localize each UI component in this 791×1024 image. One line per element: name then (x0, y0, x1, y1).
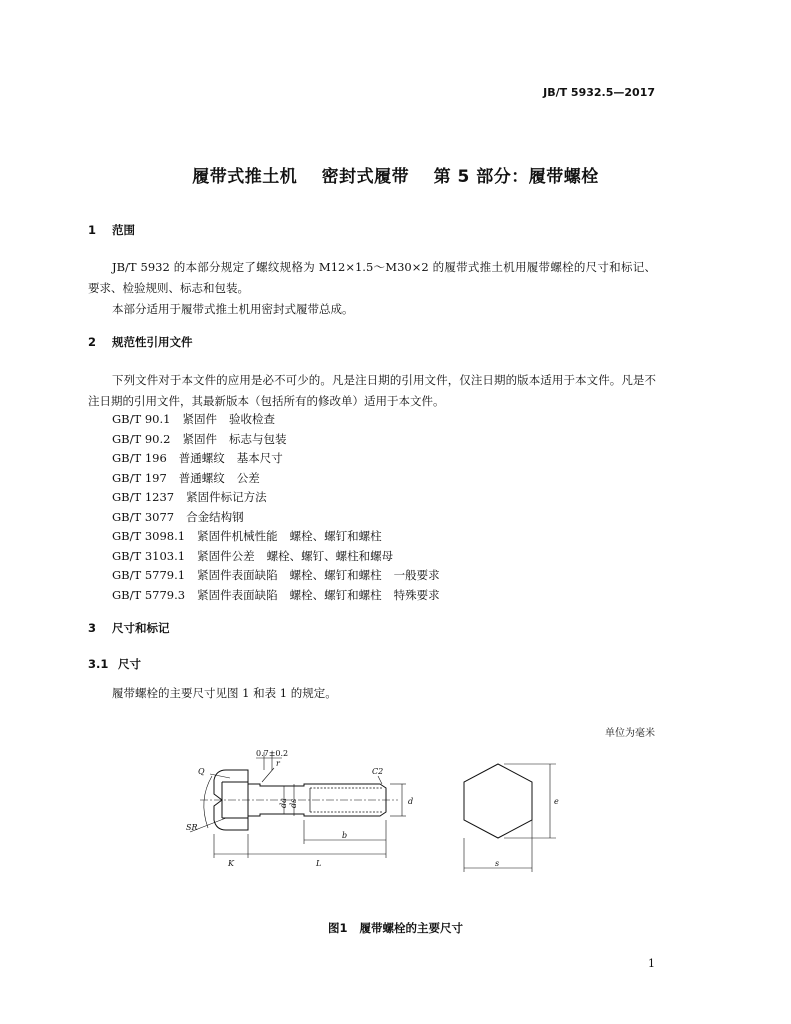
page-number: 1 (648, 957, 655, 970)
normative-references-list (112, 410, 440, 605)
label-r: r (276, 759, 280, 768)
document-title (0, 162, 791, 187)
reference-title: 紧固件 验收检查 (182, 412, 275, 426)
reference-title: 合金结构钢 (186, 509, 244, 524)
section-2-heading: 2 规范性引用文件 (88, 335, 193, 349)
title-part-3: 第 5 部分：履带螺栓 (433, 167, 599, 187)
figure-caption: 图1 履带螺栓的主要尺寸 (327, 921, 463, 935)
reference-item (112, 586, 440, 606)
reference-code: GB/T 196 (112, 451, 167, 465)
section-3-1-heading: 3.1 尺寸 (88, 657, 141, 671)
reference-title: 普通螺纹 基本尺寸 (178, 451, 283, 465)
section-1-paragraph-2: 本部分适用于履带式推土机用密封式履带总成。 (112, 302, 354, 316)
reference-item (112, 410, 440, 430)
reference-item (112, 488, 440, 508)
label-Q: Q (198, 767, 205, 776)
reference-title: 紧固件表面缺陷 螺栓、螺钉和螺柱 特殊要求 (197, 587, 440, 602)
section-3-1-paragraph: 履带螺栓的主要尺寸见图 1 和表 1 的规定。 (112, 686, 337, 700)
reference-code: GB/T 1237 (112, 490, 175, 504)
reference-item (112, 547, 440, 567)
label-SR: SR (186, 823, 198, 832)
label-ds: ds (289, 798, 298, 808)
label-s: s (495, 859, 500, 868)
reference-code: GB/T 5779.3 (112, 587, 186, 602)
reference-item (112, 469, 440, 489)
unit-note: 单位为毫米 (605, 728, 655, 739)
reference-code: GB/T 3098.1 (112, 529, 186, 543)
reference-title: 紧固件 标志与包装 (182, 431, 287, 446)
label-L: L (316, 859, 322, 868)
reference-item (112, 449, 440, 469)
hexagon-view (464, 764, 532, 838)
label-C2: C2 (372, 767, 384, 776)
label-tolerance: 0.7±0.2 (256, 749, 289, 758)
label-e: e (554, 797, 559, 806)
reference-title: 紧固件机械性能 螺栓、螺钉和螺柱 (197, 529, 382, 543)
section-2-paragraph-1: 下列文件对于本文件的应用是必不可少的。凡是注日期的引用文件，仅注日期的版本适用于本文件。凡是不注日期的引用文件，其最新版本（包括所有的修改单）适用于本文件。 (88, 373, 656, 408)
reference-code: GB/T 3077 (112, 509, 175, 524)
reference-item (112, 566, 440, 586)
reference-title: 普通螺纹 公差 (178, 470, 260, 485)
section-1-paragraph-1: JB/T 5932 的本部分规定了螺纹规格为 M12×1.5～M30×2 的履带式推土机用履带螺栓的尺寸和标记、要求、检验规则、标志和包装。 (88, 260, 656, 295)
title-part-1: 履带式推土机 (192, 167, 298, 187)
reference-title: 紧固件表面缺陷 螺栓、螺钉和螺柱 一般要求 (197, 568, 440, 582)
reference-title: 紧固件标记方法 (186, 490, 267, 504)
reference-code: GB/T 197 (112, 470, 167, 485)
reference-code: GB/T 5779.1 (112, 568, 186, 582)
standard-code: JB/T 5932.5—2017 (543, 86, 655, 99)
label-K: K (228, 859, 234, 868)
reference-code: GB/T 90.1 (112, 412, 171, 426)
reference-code: GB/T 3103.1 (112, 548, 186, 563)
section-1-heading: 1 范围 (88, 223, 135, 237)
reference-item (112, 430, 440, 450)
reference-title: 紧固件公差 螺栓、螺钉、螺柱和螺母 (197, 548, 394, 563)
bolt-drawing (186, 748, 586, 883)
reference-item (112, 527, 440, 547)
section-3-heading: 3 尺寸和标记 (88, 621, 170, 635)
reference-item (112, 508, 440, 528)
title-part-2: 密封式履带 (321, 167, 410, 187)
label-b: b (342, 831, 348, 840)
label-d: d (408, 797, 414, 806)
reference-code: GB/T 90.2 (112, 431, 171, 446)
label-da: da (279, 798, 288, 808)
figure-1 (186, 748, 586, 887)
